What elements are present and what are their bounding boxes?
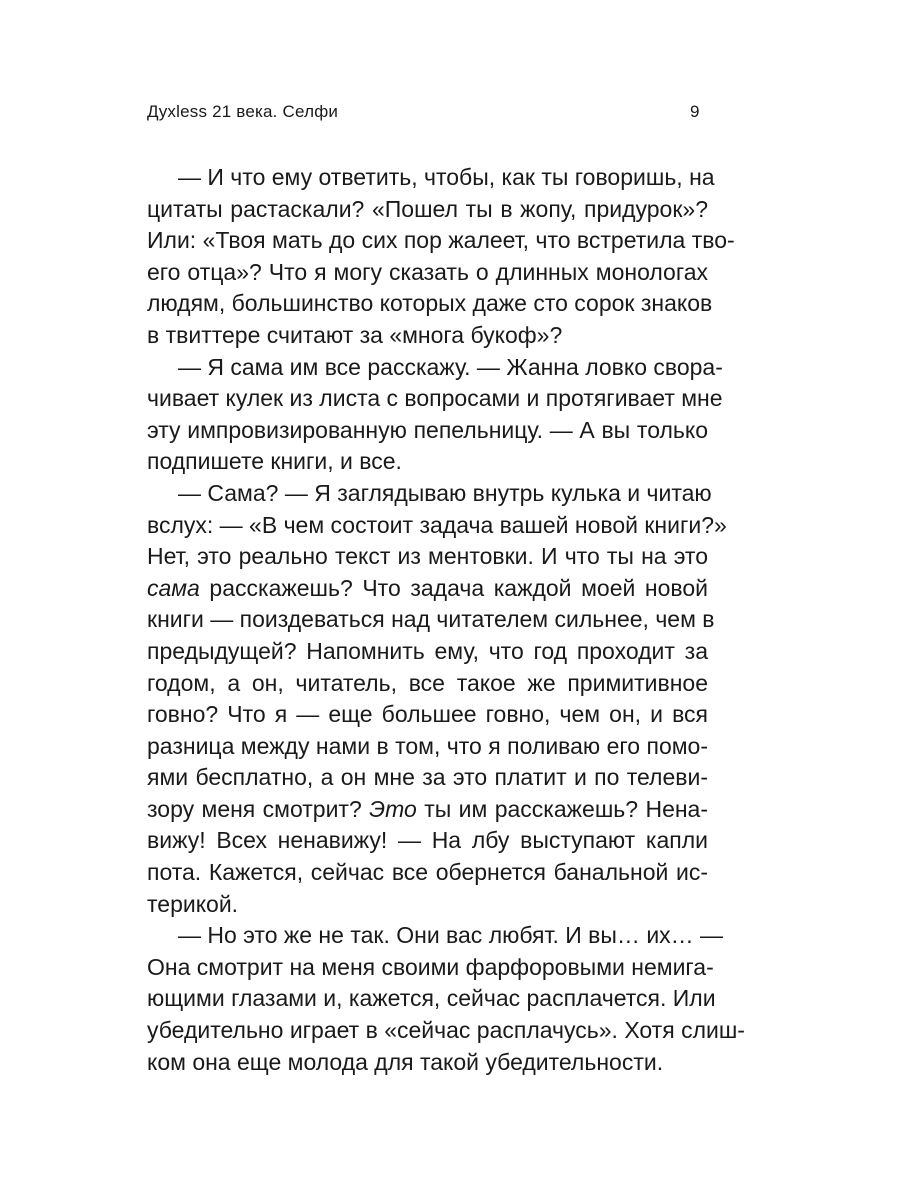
text-run: расскажешь? Что задача каждой моей новой: [199, 574, 708, 601]
paragraph: [147, 352, 723, 478]
text-line: цитаты растаскали? «Пошел ты в жопу, придурок»?: [147, 195, 708, 222]
text-line: убедительно играет в «сейчас расплачусь». Хотя слиш-: [147, 1017, 745, 1044]
text-line: годом, а он, читатель, все такое же примитивное: [147, 669, 708, 696]
text-line: чивает кулек из листа с вопросами и протягивает мне: [147, 385, 723, 412]
text-line: ком она еще молода для такой убедительности.: [147, 1048, 664, 1075]
text-line: вижу! Всех ненавижу! — На лбу выступают капли: [147, 827, 708, 854]
paragraph: [147, 920, 745, 1078]
text-line: книги — поиздеваться над читателем сильнее, чем в: [147, 606, 715, 633]
text-line: подпишете книги, и все.: [147, 448, 402, 475]
body-text: [147, 162, 745, 1078]
text-line: — И что ему ответить, чтобы, как ты говоришь, на: [178, 164, 715, 190]
text-line: — Сама? — Я заглядываю внутрь кулька и читаю: [178, 479, 712, 506]
text-line: [147, 794, 708, 826]
text-line: разница между нами в том, что я поливаю его помо-: [147, 732, 708, 759]
text-line: Она смотрит на меня своими фарфоровыми немига-: [147, 953, 714, 980]
text-line: его отца»? Что я могу сказать о длинных монологах: [147, 258, 708, 285]
text-line: терикой.: [147, 890, 239, 917]
text-line: говно? Что я — еще большее говно, чем он, и вся: [147, 701, 708, 728]
text-line: в твиттере считают за «многа букоф»?: [147, 321, 563, 348]
text-line: Нет, это реально текст из ментовки. И что ты на это: [147, 543, 708, 570]
page-number: 9: [690, 102, 700, 121]
text-line: ями бесплатно, а он мне за это платит и по телеви-: [147, 764, 708, 791]
text-line: — Я сама им все расскажу. — Жанна ловко свора-: [178, 353, 723, 380]
text-line: — Но это же не так. Они вас любят. И вы… их… —: [178, 922, 724, 949]
text-line: пота. Кажется, сейчас все обернется банальной ис-: [147, 859, 708, 886]
italic-word: сама: [147, 574, 200, 601]
text-line: Или: «Твоя мать до сих пор жалеет, что встретила тво-: [147, 227, 735, 254]
text-run: ты им расскажешь? Нена-: [416, 795, 709, 822]
text-line: ющими глазами и, кажется, сейчас расплачется. Или: [147, 985, 716, 1012]
italic-word: Это: [369, 795, 417, 822]
text-line: эту импровизированную пепельницу. — А вы только: [147, 416, 708, 443]
paragraph: [147, 478, 727, 920]
running-header-title: Дyxless 21 века. Селфи: [147, 102, 339, 121]
text-line: людям, большинство которых даже сто сорок знаков: [147, 290, 713, 317]
text-run: зору меня смотрит?: [147, 795, 370, 822]
text-line: предыдущей? Напомнить ему, что год проходит за: [147, 637, 708, 664]
paragraph: [147, 162, 735, 352]
text-line: [147, 573, 708, 605]
text-line: вслух: — «В чем состоит задача вашей новой книги?»: [147, 511, 727, 538]
